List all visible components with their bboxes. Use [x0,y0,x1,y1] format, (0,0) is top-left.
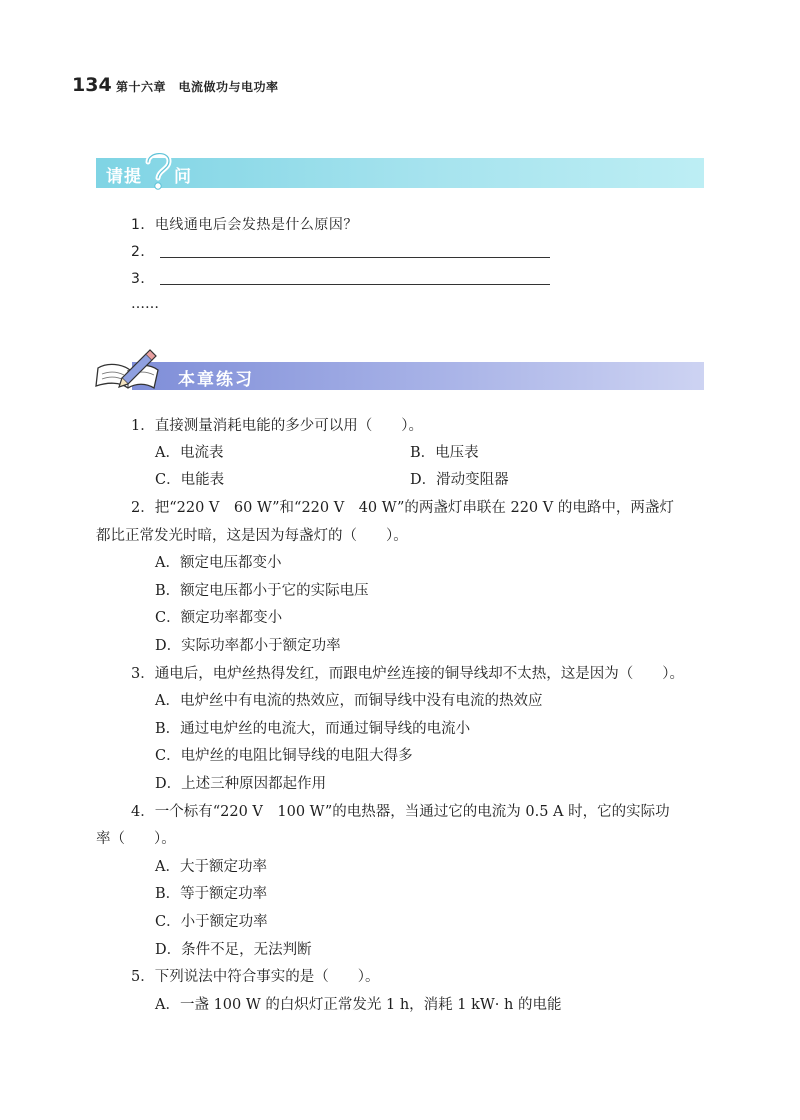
question-2-option-d: D．实际功率都小于额定功率 [155,638,341,654]
question-5-stem: 5．下列说法中符合事实的是（ ）。 [131,969,380,985]
question-mark-icon [139,148,177,192]
question-1-option-c: C．电能表 [155,472,225,488]
question-2-stem-line-1: 2．把“220 V 60 W”和“220 V 40 W”的两盏灯串联在 220 V 的电路中，两盏灯 [131,500,674,516]
ask-banner-title-left: 请提 [106,167,142,187]
question-4-stem-line-1: 4．一个标有“220 V 100 W”的电热器，当通过它的电流为 0.5 A 时，它的实际功 [131,804,670,820]
ask-item-2: 2． [131,244,155,260]
question-1-stem: 1．直接测量消耗电能的多少可以用（ ）。 [131,418,423,434]
pencil-book-icon [92,348,164,394]
ask-question-banner [96,158,704,188]
ask-ellipsis: …… [131,296,159,312]
question-4-option-a: A．大于额定功率 [155,859,267,875]
question-2-stem-line-2: 都比正常发光时暗，这是因为每盏灯的（ ）。 [96,528,408,544]
question-1-option-d: D．滑动变阻器 [410,472,509,488]
question-1-option-b: B．电压表 [410,445,479,461]
question-1-option-a: A．电流表 [155,445,224,461]
question-3-option-a: A．电炉丝中有电流的热效应，而铜导线中没有电流的热效应 [155,693,543,709]
ask-item-1: 1．电线通电后会发热是什么原因？ [131,217,358,233]
question-2-option-c: C．额定功率都变小 [155,610,283,626]
question-2-option-a: A．额定电压都变小 [155,555,282,571]
ask-blank-line-3[interactable] [160,284,550,285]
question-4-stem-line-2: 率（ ）。 [96,831,176,847]
question-4-option-b: B．等于额定功率 [155,886,268,902]
ask-item-3: 3． [131,271,155,287]
chapter-exercise-banner [92,348,704,394]
question-4-option-c: C．小于额定功率 [155,914,268,930]
question-4-option-d: D．条件不足，无法判断 [155,942,312,958]
question-3-option-b: B．通过电炉丝的电流大，而通过铜导线的电流小 [155,721,471,737]
question-3-option-c: C．电炉丝的电阻比铜导线的电阻大得多 [155,748,413,764]
question-3-stem: 3．通电后，电炉丝热得发红，而跟电炉丝连接的铜导线却不太热，这是因为（ ）。 [131,666,684,682]
ask-blank-line-2[interactable] [160,257,550,258]
exercise-banner-title: 本章练习 [178,370,254,390]
question-2-option-b: B．额定电压都小于它的实际电压 [155,583,369,599]
question-3-option-d: D．上述三种原因都起作用 [155,776,327,792]
page-number: 134 [72,74,112,96]
question-5-option-a: A．一盏 100 W 的白炽灯正常发光 1 h，消耗 1 kW· h 的电能 [155,997,562,1013]
chapter-title: 第十六章 电流做功与电功率 [116,80,279,94]
ask-banner-title-right: 问 [174,167,191,187]
